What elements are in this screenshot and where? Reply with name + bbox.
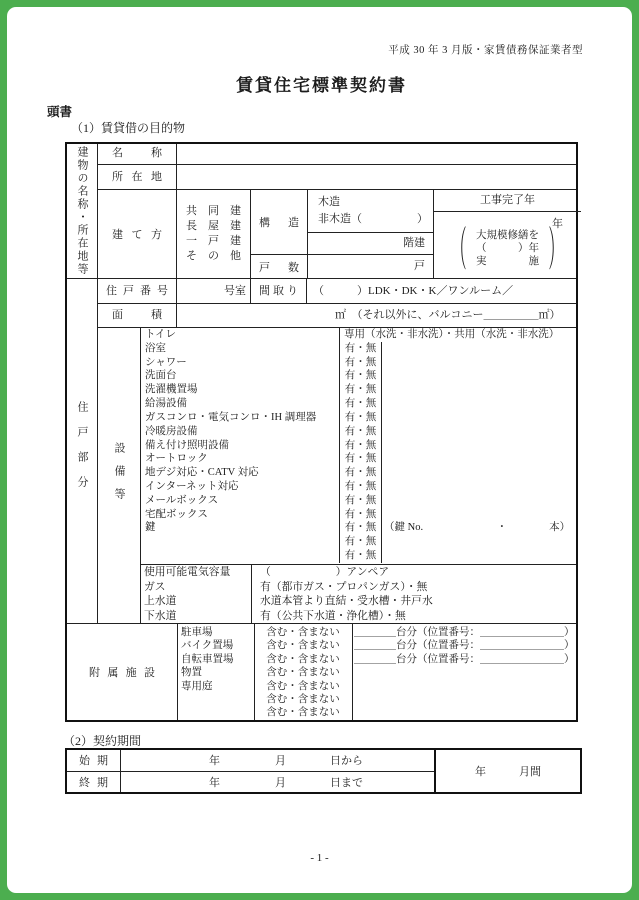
period-duration: 年 月間 [434,750,580,792]
equipment-row [141,535,576,549]
utility-label: 下水道 [144,610,177,623]
equipment-row [141,342,576,356]
equipment-row [141,549,576,563]
building-name-value [176,144,576,164]
utility-row [141,609,576,624]
utility-row [141,580,576,595]
equipment-note: （鍵 No. ・ 本） [381,521,576,535]
renovation-line: 大規模修繕を [476,230,539,241]
equipment-item-label: 備え付け照明設備 [145,439,229,451]
period-row-value: 年 月 日から [120,750,434,771]
equipment-item-label: トイレ [145,329,176,340]
equipment-item-label [141,535,339,549]
facility-note: ＿＿＿＿台分（位置番号：＿＿＿＿＿＿＿＿） [354,653,575,665]
structure-wood: 木造 [318,196,340,208]
utility-row [141,565,576,580]
page-number: - 1 - [310,852,329,864]
unit-section [67,278,576,623]
building-group-label-cell [67,144,97,278]
equipment-item-label: 給湯設備 [145,398,187,410]
building-group-label: 建物の名称・所在地等 [76,146,88,276]
divider [177,624,178,720]
equipment-note [381,342,576,356]
equipment-row [141,369,576,383]
equipment-note [381,549,576,563]
units-label-cell: 戸 数 [259,261,299,274]
facility-row [177,693,576,706]
facility-row [177,680,576,693]
utilities-list [141,564,576,624]
equipment-availability: 有・無 [339,494,381,508]
equipment-row [141,508,576,522]
subsection-2-heading: （2）契約期間 [63,734,142,748]
document-title: 賃貸住宅標準契約書 [236,76,407,95]
equipment-availability: 有・無 [339,452,381,466]
equipment-availability: 有・無 [339,439,381,453]
equipment-note [381,508,576,522]
facility-include-option: 含む・含まない [266,707,340,719]
equipment-availability: 有・無 [339,356,381,370]
facility-name: 物置 [181,667,202,679]
equipment-row [141,521,576,535]
facility-name [177,706,254,719]
facility-row [177,666,576,679]
area-value: ㎡ （それ以外に、バルコニー＿＿＿＿＿㎡） [176,304,576,327]
equipment-group-label: 設備等 [113,441,125,511]
equipment-item-label: 浴室 [145,342,166,354]
facility-name: 自転車置場 [181,653,234,665]
equipment-availability: 有・無 [339,521,381,535]
equipment-row [141,383,576,397]
unit-group-label: 住戸部分 [76,401,88,501]
period-row-label: 終 期 [79,776,108,789]
facility-note: ＿＿＿＿台分（位置番号：＿＿＿＿＿＿＿＿） [354,640,575,652]
equipment-note [381,439,576,453]
facility-note [352,693,576,706]
utility-label: ガス [144,580,166,593]
facility-row [177,626,576,639]
equipment-item-label: 鍵 [145,522,156,534]
equipment-item-label: シャワー [145,356,187,368]
facility-include-option: 含む・含まない [266,693,340,705]
period-row-value: 年 月 日まで [120,772,434,793]
floors-cell: 階建 [308,232,433,254]
equipment-availability: 有・無 [339,397,381,411]
utility-label: 上水道 [144,595,177,608]
period-rows [67,750,434,792]
equipment-availability: 有・無 [339,508,381,522]
equipment-note [381,425,576,439]
facility-name: 専用庭 [181,680,213,692]
building-section [67,144,576,278]
equipment-note [381,480,576,494]
period-row [67,771,434,793]
unit-number-value: 号室 [176,279,250,303]
equipment-row [141,466,576,480]
layout-label: 間 取 り [250,279,306,303]
facility-include-option: 含む・含まない [266,653,340,665]
facilities-list [177,624,576,720]
completion-column [433,190,581,278]
area-label: 面 積 [112,309,162,321]
equipment-availability: 専用（水洗・非水洗）・共用（水洗・非水洗） [339,328,576,342]
utility-value: （ ）アンペア [251,565,576,580]
equipment-availability: 有・無 [339,425,381,439]
document-page [7,7,632,893]
equipment-row [141,425,576,439]
renovation-note [434,228,581,278]
utility-label: 使用可能電気容量 [144,566,231,578]
facility-row [177,653,576,666]
facility-note [352,706,576,719]
equipment-note [381,356,576,370]
building-location-value [176,165,576,189]
structure-label: 構 造 [259,217,299,229]
divider [254,624,255,720]
equipment-availability: 有・無 [339,535,381,549]
structure-nonwood: 非木造（ ） [318,213,428,225]
utility-value: 有（都市ガス・プロパンガス）・無 [251,580,576,595]
facility-name [177,693,254,706]
equipment-item-label: オートロック [145,453,208,465]
equipment-availability: 有・無 [339,342,381,356]
equipment-availability: 有・無 [339,411,381,425]
facilities-section [67,623,576,720]
equipment-row [141,480,576,494]
build-type-option: 共 同 建 [186,205,241,217]
equipment-note [381,452,576,466]
equipment-item-label [141,549,339,563]
utility-value: 水道本管より直結・受水槽・井戸水 [251,594,576,609]
equipment-row [141,411,576,425]
equipment-item-label: 地デジ対応・CATV 対応 [145,467,259,479]
equipment-item-label: 冷暖房設備 [145,425,198,437]
utility-value: 有（公共下水道・浄化槽）・無 [251,609,576,624]
left-paren: （ [451,228,467,278]
build-type-label: 建 て 方 [112,229,162,241]
utility-row [141,594,576,609]
equipment-row [141,397,576,411]
period-row [67,750,434,771]
section-heading: 頭書 [47,105,73,119]
equipment-note [381,494,576,508]
building-location-label: 所 在 地 [112,171,162,183]
equipment-note [381,383,576,397]
build-type-option: そ の 他 [186,250,241,262]
building-name-label: 名 称 [112,147,162,159]
equipment-item-label: 洗濯機置場 [145,384,198,396]
right-paren: ） [548,228,564,278]
equipment-note [381,369,576,383]
equipment-row [141,328,576,342]
facility-note [352,666,576,679]
facility-include-option: 含む・含まない [266,667,340,679]
equipment-availability: 有・無 [339,480,381,494]
equipment-availability: 有・無 [339,369,381,383]
equipment-availability: 有・無 [339,549,381,563]
build-type-options [176,190,250,278]
structure-options-cell [308,190,433,232]
equipment-item-label: 宅配ボックス [145,508,208,520]
equipment-row [141,356,576,370]
property-table [65,142,578,722]
contract-period-table [65,748,582,794]
equipment-availability: 有・無 [339,466,381,480]
facility-name: バイク置場 [181,640,234,652]
divider [352,624,353,720]
equipment-item-label: メールボックス [145,494,219,506]
completion-header: 工事完了年 [434,190,581,212]
units-value: 戸 [307,255,433,278]
facilities-group-label: 附 属 施 設 [89,667,155,679]
equipment-row [141,452,576,466]
equipment-group-label-cell [98,328,140,624]
equipment-list [141,328,576,564]
renovation-line: 実 施 [476,256,539,267]
equipment-note [381,411,576,425]
renovation-line: （ ）年 [476,243,539,254]
unit-number-label: 住 戸 番 号 [106,285,168,297]
build-type-option: 一 戸 建 [186,235,241,247]
equipment-note [381,535,576,549]
facility-row [177,706,576,719]
layout-value: （ ）LDK・DK・K／ワンルーム／ [306,279,576,303]
facility-include-option: 含む・含まない [266,680,340,692]
unit-group-label-cell [67,279,97,623]
equipment-note [381,466,576,480]
equipment-availability: 有・無 [339,383,381,397]
completion-year-suffix: 年 [552,218,563,230]
build-type-option: 長 屋 建 [186,220,241,232]
equipment-row [141,494,576,508]
facility-include-option: 含む・含まない [266,627,340,638]
renovation-lines [470,229,546,268]
edition-note: 平成 30 年 3 月版・家賃債務保証業者型 [388,45,583,56]
equipment-item-label: ガスコンロ・電気コンロ・IH 調理器 [145,411,317,423]
facility-name: 駐車場 [181,627,213,638]
equipment-row [141,439,576,453]
equipment-item-label: インターネット対応 [145,480,239,492]
subsection-1-heading: （1）賃貸借の目的物 [71,121,186,135]
facility-note [352,680,576,693]
period-row-label: 始 期 [79,755,108,768]
equipment-note [381,397,576,411]
equipment-item-label: 洗面台 [145,370,177,382]
facility-include-option: 含む・含まない [266,640,340,652]
facility-row [177,639,576,652]
facility-note: ＿＿＿＿台分（位置番号：＿＿＿＿＿＿＿＿） [354,627,575,638]
